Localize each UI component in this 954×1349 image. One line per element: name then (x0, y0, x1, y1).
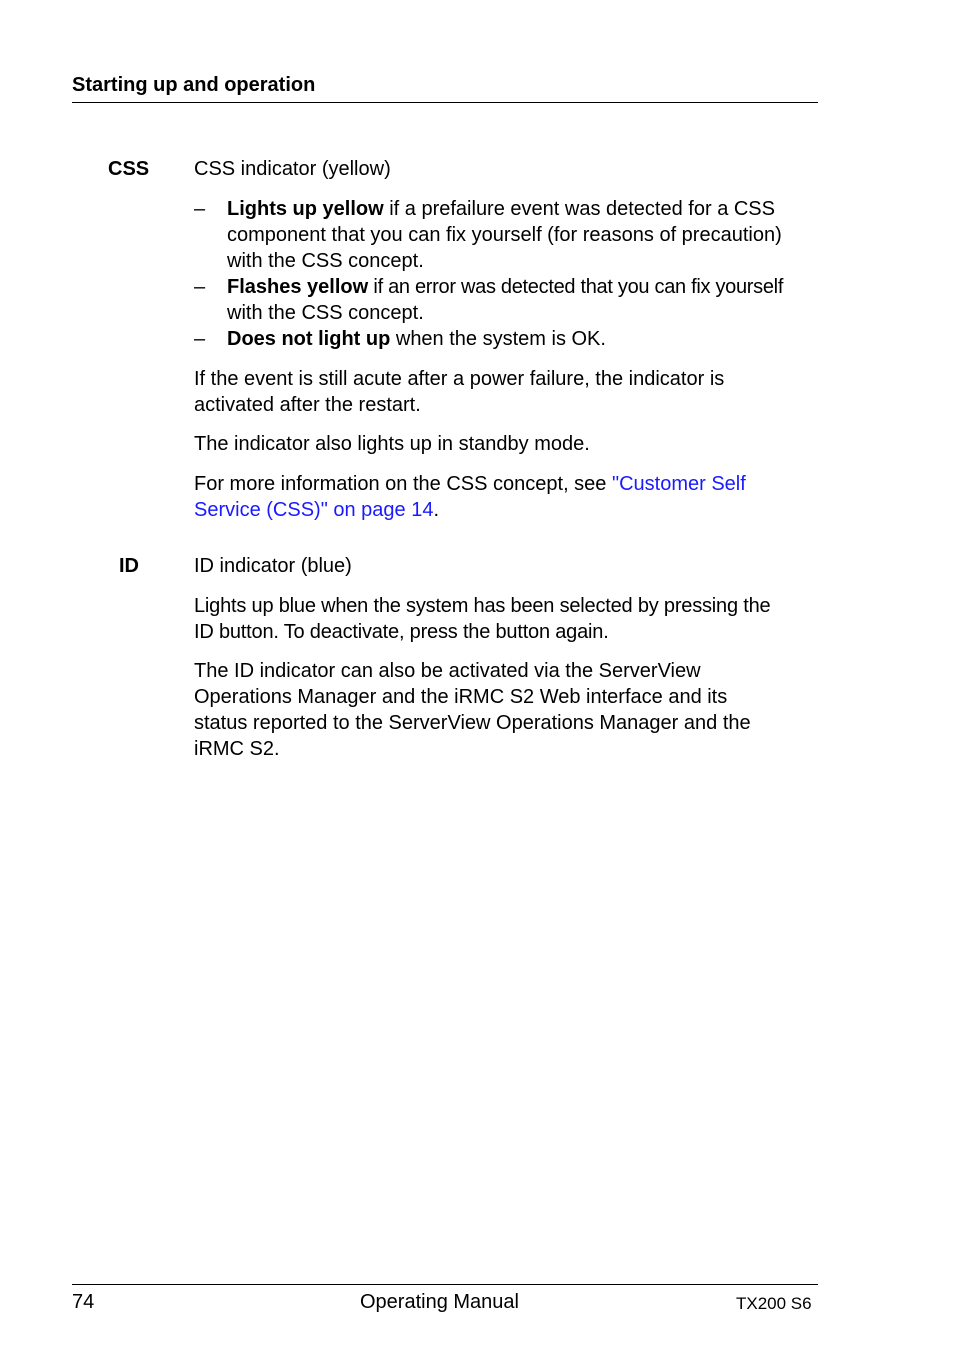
css-cross-reference-link[interactable]: Service (CSS)" on page 14 (194, 499, 434, 521)
paragraph-line: Operations Manager and the iRMC S2 Web interface and its (194, 686, 728, 708)
id-paragraph-lights-up (194, 593, 834, 645)
css-paragraph-power-failure (194, 366, 834, 418)
header-rule (72, 102, 818, 103)
list-item (194, 196, 834, 274)
paragraph-line: status reported to the ServerView Operations Manager and the (194, 712, 751, 734)
paragraph-line: ID button. To deactivate, press the button again. (194, 621, 609, 643)
bullet-text: with the CSS concept. (227, 302, 424, 324)
css-cross-reference-link[interactable]: "Customer Self (611, 473, 746, 495)
dash-marker: – (194, 328, 206, 350)
paragraph-text: . (433, 499, 440, 521)
id-heading: ID indicator (blue) (194, 555, 352, 577)
bullet-text: when the system is OK. (390, 328, 606, 350)
paragraph-line: activated after the restart. (194, 394, 421, 416)
list-item (194, 326, 834, 352)
id-paragraph-activation (194, 658, 834, 762)
footer-model: TX200 S6 (736, 1294, 812, 1313)
footer-rule (72, 1284, 818, 1285)
paragraph-line: iRMC S2. (194, 738, 280, 760)
id-term: ID (119, 555, 139, 577)
bullet-text: component that you can fix yourself (for reasons of precaution) (227, 224, 782, 246)
paragraph-line: The ID indicator can also be activated via the ServerView (194, 660, 701, 682)
paragraph-line: If the event is still acute after a power failure, the indicator is (194, 368, 725, 390)
page-number: 74 (72, 1291, 95, 1313)
bullet-text: with the CSS concept. (227, 250, 424, 272)
css-term: CSS (108, 158, 150, 180)
bullet-text: if an error was detected that you can fix yourself (368, 276, 784, 298)
css-heading: CSS indicator (yellow) (194, 158, 391, 180)
css-bullet-list (194, 196, 834, 352)
bullet-bold: Lights up yellow (227, 198, 384, 220)
list-item (194, 274, 834, 326)
page-header-title: Starting up and operation (72, 74, 316, 96)
bullet-bold: Flashes yellow (227, 276, 369, 298)
paragraph-text: For more information on the CSS concept, see (194, 473, 612, 495)
footer-manual-label: Operating Manual (360, 1291, 519, 1313)
css-paragraph-standby: The indicator also lights up in standby mode. (194, 433, 590, 455)
bullet-bold: Does not light up (227, 328, 391, 350)
paragraph-line: Lights up blue when the system has been selected by pressing the (194, 595, 771, 617)
dash-marker: – (194, 198, 206, 220)
css-paragraph-more-info (194, 471, 834, 523)
bullet-text: if a prefailure event was detected for a CSS (383, 198, 775, 220)
dash-marker: – (194, 276, 206, 298)
